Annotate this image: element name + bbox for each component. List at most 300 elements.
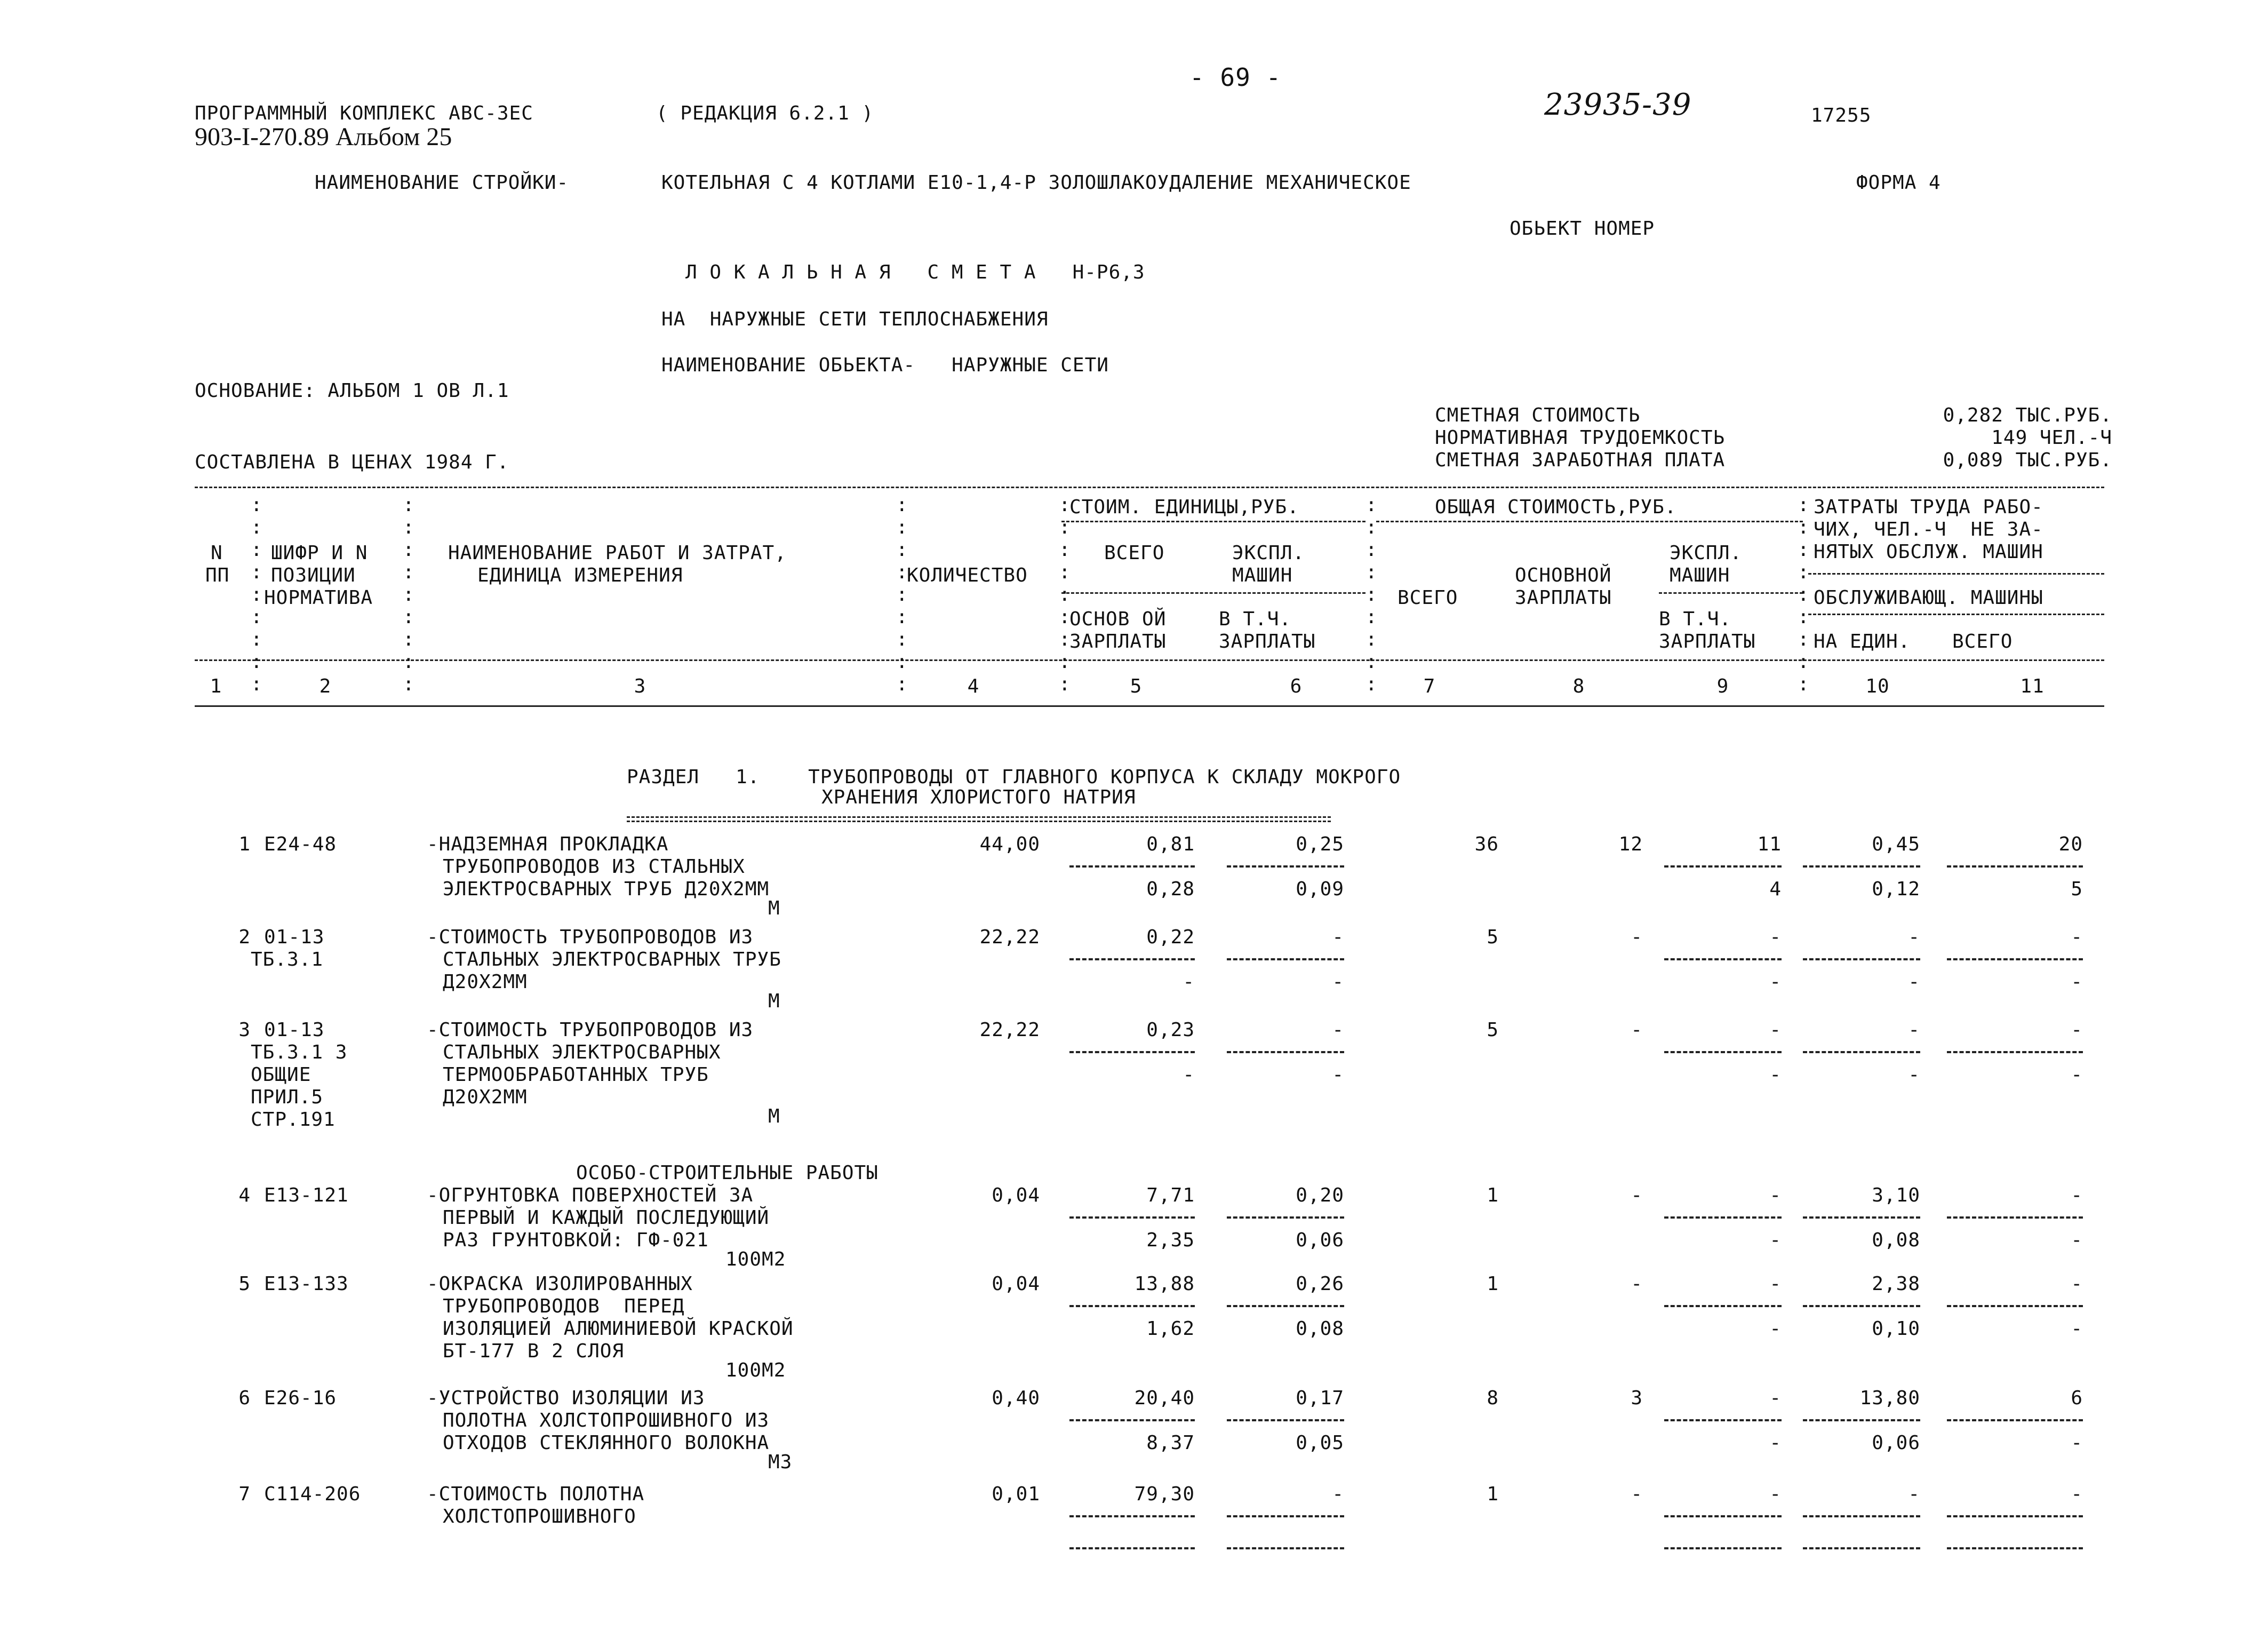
cell-c10: - <box>1908 1483 1920 1505</box>
cell-c11b: - <box>2071 1229 2083 1251</box>
cell-c11b: - <box>2071 971 2083 993</box>
cell-c9b: 4 <box>1769 878 1782 900</box>
row-code: ПРИЛ.5 <box>251 1086 324 1108</box>
column-separator-mark: : <box>1798 606 1810 628</box>
row-description: -СТОИМОСТЬ ТРУБОПРОВОДОВ ИЗ <box>427 926 754 948</box>
cell-c11: - <box>2071 1019 2083 1041</box>
col2-label-2: ПОЗИЦИИ <box>271 564 356 586</box>
section-title-line-1: РАЗДЕЛ 1. ТРУБОПРОВОДЫ ОТ ГЛАВНОГО КОРПУСА К СКЛАДУ МОКРОГО <box>627 766 1401 788</box>
object-name: НАИМЕНОВАНИЕ ОБЬЕКТА- НАРУЖНЫЕ СЕТИ <box>661 354 1109 376</box>
col9-label-bottom-1: В Т.Ч. <box>1659 608 1732 630</box>
column-separator-mark: : <box>1365 516 1378 538</box>
column-separator-mark: : <box>1798 673 1810 695</box>
cell-c6: - <box>1332 1483 1344 1505</box>
column-separator-mark: : <box>896 673 908 695</box>
col9-label-bottom-2: ЗАРПЛАТЫ <box>1659 631 1756 653</box>
cell-c6: 0,26 <box>1296 1273 1344 1295</box>
column-separator-mark: : <box>1059 628 1071 650</box>
row-code: Е13-121 <box>264 1184 349 1206</box>
column-separator-mark: : <box>251 628 263 650</box>
col7-label: ВСЕГО <box>1397 587 1458 609</box>
column-separator-mark: : <box>403 673 415 695</box>
cell-rule-c10 <box>1803 1051 1920 1053</box>
cell-c10: 3,10 <box>1872 1184 1920 1206</box>
cell-c10b: - <box>1908 1064 1920 1086</box>
cell-c8: - <box>1631 926 1643 948</box>
column-separator-mark: : <box>403 516 415 538</box>
cell-c9b: - <box>1769 1318 1782 1340</box>
col-number-2: 2 <box>319 675 332 697</box>
column-separator-mark: : <box>1798 651 1810 673</box>
cell-c10: - <box>1908 1019 1920 1041</box>
cell-c5b: - <box>1183 971 1195 993</box>
cell-rule-c9 <box>1664 958 1782 960</box>
col4-label: КОЛИЧЕСТВО <box>907 564 1028 586</box>
header-top-rule <box>195 487 2104 488</box>
cell-c6: 0,20 <box>1296 1184 1344 1206</box>
column-separator-mark: : <box>1059 673 1071 695</box>
cell-c5: 13,88 <box>1134 1273 1195 1295</box>
row-description: ЭЛЕКТРОСВАРНЫХ ТРУБ Д20Х2ММ <box>443 878 770 900</box>
cell-c11b: - <box>2071 1432 2083 1454</box>
cell-rule-c5 <box>1069 1216 1195 1219</box>
row-code: Е24-48 <box>264 833 337 855</box>
cell-qty: 0,04 <box>992 1273 1040 1295</box>
cell-c5b: 0,28 <box>1146 878 1195 900</box>
column-separator-mark: : <box>896 516 908 538</box>
cell-rule-c5 <box>1069 958 1195 960</box>
special-works-heading: ОСОБО-СТРОИТЕЛЬНЫЕ РАБОТЫ <box>576 1162 879 1184</box>
cell-c8: 3 <box>1631 1387 1643 1409</box>
row-description: СТАЛЬНЫХ ЭЛЕКТРОСВАРНЫХ <box>443 1041 721 1063</box>
cell-rule-c10 <box>1803 1305 1920 1307</box>
page-number: - 69 - <box>1189 63 1282 92</box>
cell-c9: - <box>1769 926 1782 948</box>
cell-rule-c10 <box>1803 1419 1920 1421</box>
cell-rule-c6 <box>1227 1419 1344 1421</box>
col-number-4: 4 <box>967 675 980 697</box>
cell-c11: - <box>2071 1184 2083 1206</box>
cell-qty: 22,22 <box>979 1019 1040 1041</box>
cell-rule-c6 <box>1227 1051 1344 1053</box>
cell-rule-c10 <box>1803 865 1920 868</box>
col1-label-n: N <box>211 542 223 564</box>
row-number: 5 <box>238 1273 251 1295</box>
labor-label-2: ЧИХ, ЧЕЛ.-Ч НЕ ЗА- <box>1814 519 2043 540</box>
edition: ( РЕДАКЦИЯ 6.2.1 ) <box>656 102 874 124</box>
column-separator-mark: : <box>251 494 263 516</box>
handwritten-number: 23935-39 <box>1544 87 1692 122</box>
cell-rule-c5 <box>1069 1051 1195 1053</box>
cell-rule-c9 <box>1664 1305 1782 1307</box>
col-number-8: 8 <box>1572 675 1585 697</box>
cell-c7: 1 <box>1487 1483 1499 1505</box>
column-separator-mark: : <box>403 494 415 516</box>
column-separator-mark: : <box>896 628 908 650</box>
cell-c9b: - <box>1769 1229 1782 1251</box>
cell-c10: 13,80 <box>1859 1387 1920 1409</box>
row-number: 1 <box>238 833 251 855</box>
col-number-1: 1 <box>210 675 222 697</box>
col2-label-3: НОРМАТИВА <box>264 587 373 609</box>
row-description: РАЗ ГРУНТОВКОЙ: ГФ-021 <box>443 1229 709 1251</box>
labor-label-3: НЯТЫХ ОБСЛУЖ. МАШИН <box>1814 541 2043 563</box>
cell-c5b: 2,35 <box>1146 1229 1195 1251</box>
summary-value-cost: 0,282 ТЫС.РУБ. <box>1943 404 2112 426</box>
col11-label: ВСЕГО <box>1952 631 2013 653</box>
program-name: ПРОГРАММНЫЙ КОМПЛЕКС АВС-3ЕС <box>195 102 533 124</box>
summary-label-wage: СМЕТНАЯ ЗАРАБОТНАЯ ПЛАТА <box>1435 449 1726 471</box>
cell-rule-c10 <box>1803 958 1920 960</box>
column-separator-mark: : <box>1365 606 1378 628</box>
cell-c9: - <box>1769 1273 1782 1295</box>
cell-rule-c5 <box>1069 865 1195 868</box>
column-separator-mark: : <box>1059 584 1071 606</box>
cell-rule-bottom-c5 <box>1069 1547 1195 1549</box>
cell-rule-c11 <box>1947 865 2083 868</box>
cell-rule-c5 <box>1069 1515 1195 1517</box>
cell-c5: 0,81 <box>1146 833 1195 855</box>
unit-cost-label: СТОИМ. ЕДИНИЦЫ,РУБ. <box>1069 496 1299 518</box>
cell-c9b: - <box>1769 1432 1782 1454</box>
col-number-7: 7 <box>1423 675 1436 697</box>
cell-c10b: 0,12 <box>1872 878 1920 900</box>
row-number: 6 <box>238 1387 251 1409</box>
cell-c5: 0,22 <box>1146 926 1195 948</box>
column-separator-mark: : <box>403 651 415 673</box>
column-separator-mark: : <box>1365 561 1378 583</box>
cell-rule-c11 <box>1947 1515 2083 1517</box>
column-separator-mark: : <box>1059 494 1071 516</box>
cell-c9b: - <box>1769 971 1782 993</box>
cell-c6: - <box>1332 926 1344 948</box>
col5-label-bottom-2: ЗАРПЛАТЫ <box>1069 631 1167 653</box>
total-cost-label: ОБЩАЯ СТОИМОСТЬ,РУБ. <box>1435 496 1677 518</box>
cell-qty: 44,00 <box>979 833 1040 855</box>
row-description: ИЗОЛЯЦИЕЙ АЛЮМИНИЕВОЙ КРАСКОЙ <box>443 1318 794 1340</box>
cell-c8: 12 <box>1618 833 1643 855</box>
cell-c5: 79,30 <box>1134 1483 1195 1505</box>
column-separator-mark: : <box>896 651 908 673</box>
cell-c6: 0,17 <box>1296 1387 1344 1409</box>
cell-c11b: 5 <box>2071 878 2083 900</box>
column-separator-mark: : <box>1059 561 1071 583</box>
cell-c11: 20 <box>2058 833 2083 855</box>
column-separator-mark: : <box>251 606 263 628</box>
col5-label-top: ВСЕГО <box>1104 542 1165 564</box>
col6-label-bottom-1: В Т.Ч. <box>1219 608 1292 630</box>
cell-c8: - <box>1631 1184 1643 1206</box>
row-code: ТБ.3.1 <box>251 949 324 970</box>
row-code: С114-206 <box>264 1483 361 1505</box>
row-description: СТАЛЬНЫХ ЭЛЕКТРОСВАРНЫХ ТРУБ <box>443 949 781 970</box>
cell-rule-c11 <box>1947 1216 2083 1219</box>
col-number-6: 6 <box>1290 675 1303 697</box>
cell-rule-c11 <box>1947 1051 2083 1053</box>
column-separator-mark: : <box>251 673 263 695</box>
object-number: ОБЬЕКТ НОМЕР <box>1510 218 1655 240</box>
cell-qty: 22,22 <box>979 926 1040 948</box>
cell-rule-bottom-c10 <box>1803 1547 1920 1549</box>
row-unit: М <box>768 897 780 919</box>
cell-c7: 5 <box>1487 1019 1499 1041</box>
column-separator-mark: : <box>896 561 908 583</box>
cell-c7: 1 <box>1487 1273 1499 1295</box>
cell-c10b: 0,08 <box>1872 1229 1920 1251</box>
column-separator-mark: : <box>896 606 908 628</box>
column-separator-mark: : <box>1798 539 1810 561</box>
cell-c5: 0,23 <box>1146 1019 1195 1041</box>
row-number: 7 <box>238 1483 251 1505</box>
column-separator-mark: : <box>251 516 263 538</box>
summary-label-labor: НОРМАТИВНАЯ ТРУДОЕМКОСТЬ <box>1435 427 1726 449</box>
cell-c5: 20,40 <box>1134 1387 1195 1409</box>
row-description: ПЕРВЫЙ И КАЖДЫЙ ПОСЛЕДУЮЩИЙ <box>443 1207 770 1229</box>
cell-c5b: - <box>1183 1064 1195 1086</box>
cell-c6b: - <box>1332 971 1344 993</box>
cell-rule-c11 <box>1947 1419 2083 1421</box>
cell-rule-c5 <box>1069 1419 1195 1421</box>
cell-rule-c6 <box>1227 865 1344 868</box>
cell-c11b: - <box>2071 1064 2083 1086</box>
column-separator-mark: : <box>403 628 415 650</box>
cell-c5: 7,71 <box>1146 1184 1195 1206</box>
cell-c10: 0,45 <box>1872 833 1920 855</box>
total-cost-rule <box>1376 521 1803 522</box>
col10-label: НА ЕДИН. <box>1814 631 1911 653</box>
labor-label-1: ЗАТРАТЫ ТРУДА РАБО- <box>1814 496 2043 518</box>
row-number: 4 <box>238 1184 251 1206</box>
cell-c11: - <box>2071 1483 2083 1505</box>
cell-rule-c6 <box>1227 958 1344 960</box>
row-description: ХОЛСТОПРОШИВНОГО <box>443 1506 636 1527</box>
cell-c11: 6 <box>2071 1387 2083 1409</box>
row-description: -СТОИМОСТЬ ТРУБОПРОВОДОВ ИЗ <box>427 1019 754 1041</box>
row-description: ТЕРМООБРАБОТАННЫХ ТРУБ <box>443 1064 709 1086</box>
cell-c9: 11 <box>1757 833 1782 855</box>
col6-label-top-2: МАШИН <box>1232 564 1293 586</box>
row-description: -СТОИМОСТЬ ПОЛОТНА <box>427 1483 645 1505</box>
cell-c9: - <box>1769 1387 1782 1409</box>
cell-c11: - <box>2071 926 2083 948</box>
cell-rule-c9 <box>1664 1419 1782 1421</box>
row-number: 3 <box>238 1019 251 1041</box>
album-label: 903-I-270.89 Альбом 25 <box>195 123 452 151</box>
document-subtitle: НА НАРУЖНЫЕ СЕТИ ТЕПЛОСНАБЖЕНИЯ <box>661 308 1049 330</box>
cell-c6b: 0,06 <box>1296 1229 1344 1251</box>
row-code: ОБЩИЕ <box>251 1064 312 1086</box>
column-separator-mark: : <box>896 494 908 516</box>
cell-c10b: 0,06 <box>1872 1432 1920 1454</box>
col-number-9: 9 <box>1716 675 1729 697</box>
row-code: СТР.191 <box>251 1109 336 1131</box>
cell-rule-c9 <box>1664 1515 1782 1517</box>
cell-c9: - <box>1769 1019 1782 1041</box>
form-label: ФОРМА 4 <box>1856 172 1941 194</box>
prices-basis: СОСТАВЛЕНА В ЦЕНАХ 1984 Г. <box>195 451 509 473</box>
labor-rule-2 <box>1808 614 2104 615</box>
cell-c6: - <box>1332 1019 1344 1041</box>
cell-c6b: 0,05 <box>1296 1432 1344 1454</box>
col-number-3: 3 <box>634 675 646 697</box>
col8-label-1: ОСНОВНОЙ <box>1515 564 1612 586</box>
column-separator-mark: : <box>1798 584 1810 606</box>
section-title-underline <box>627 816 1331 822</box>
cell-rule-c6 <box>1227 1515 1344 1517</box>
cell-rule-c9 <box>1664 1051 1782 1053</box>
column-separator-mark: : <box>251 539 263 561</box>
row-description: БТ-177 В 2 СЛОЯ <box>443 1340 625 1362</box>
cell-rule-c10 <box>1803 1515 1920 1517</box>
row-description: ТРУБОПРОВОДОВ ИЗ СТАЛЬНЫХ <box>443 856 745 878</box>
col-number-10: 10 <box>1865 675 1890 697</box>
column-separator-mark: : <box>251 651 263 673</box>
column-separator-mark: : <box>1365 651 1378 673</box>
cell-rule-c10 <box>1803 1216 1920 1219</box>
column-separator-mark: : <box>251 584 263 606</box>
cell-c8: - <box>1631 1273 1643 1295</box>
row-description: ПОЛОТНА ХОЛСТОПРОШИВНОГО ИЗ <box>443 1410 770 1431</box>
document-title: Л О К А Л Ь Н А Я С М Е Т А Н-Р6,3 <box>685 261 1145 283</box>
cell-c9: - <box>1769 1483 1782 1505</box>
construction-label: НАИМЕНОВАНИЕ СТРОЙКИ- <box>315 172 569 194</box>
col6-label-top-1: ЭКСПЛ. <box>1232 542 1305 564</box>
column-separator-mark: : <box>1059 539 1071 561</box>
col2-label-1: ШИФР И N <box>271 542 368 564</box>
labor-label-4: ОБСЛУЖИВАЮЩ. МАШИНЫ <box>1814 587 2043 609</box>
row-description: -УСТРОЙСТВО ИЗОЛЯЦИИ ИЗ <box>427 1387 705 1409</box>
column-separator-mark: : <box>1798 561 1810 583</box>
header-bottom-rule <box>195 705 2104 707</box>
cell-c5b: 1,62 <box>1146 1318 1195 1340</box>
summary-label-cost: СМЕТНАЯ СТОИМОСТЬ <box>1435 404 1641 426</box>
col8-label-2: ЗАРПЛАТЫ <box>1515 587 1612 609</box>
cell-c6b: - <box>1332 1064 1344 1086</box>
row-unit: М3 <box>768 1451 793 1473</box>
column-separator-mark: : <box>896 584 908 606</box>
col3-label-2: ЕДИНИЦА ИЗМЕРЕНИЯ <box>477 564 683 586</box>
summary-value-labor: 149 ЧЕЛ.-Ч <box>1991 427 2112 449</box>
col9-subrule <box>1659 592 1803 594</box>
labor-rule-1 <box>1808 573 2104 575</box>
header-number-rule-top <box>195 659 2104 661</box>
cell-c7: 1 <box>1487 1184 1499 1206</box>
row-unit: 100М2 <box>725 1248 786 1270</box>
row-description: ОТХОДОВ СТЕКЛЯННОГО ВОЛОКНА <box>443 1432 770 1454</box>
row-unit: М <box>768 990 780 1012</box>
column-separator-mark: : <box>896 539 908 561</box>
column-separator-mark: : <box>251 561 263 583</box>
row-unit: 100М2 <box>725 1359 786 1381</box>
cell-c5b: 8,37 <box>1146 1432 1195 1454</box>
column-separator-mark: : <box>403 606 415 628</box>
col3-label-1: НАИМЕНОВАНИЕ РАБОТ И ЗАТРАТ, <box>448 542 787 564</box>
cell-c6b: 0,08 <box>1296 1318 1344 1340</box>
cell-rule-c9 <box>1664 1216 1782 1219</box>
row-number: 2 <box>238 926 251 948</box>
cell-qty: 0,01 <box>992 1483 1040 1505</box>
cell-c7: 5 <box>1487 926 1499 948</box>
row-code: ТБ.3.1 3 <box>251 1041 348 1063</box>
column-separator-mark: : <box>1059 606 1071 628</box>
cell-rule-c11 <box>1947 1305 2083 1307</box>
cell-c6b: 0,09 <box>1296 878 1344 900</box>
cell-c10b: 0,10 <box>1872 1318 1920 1340</box>
cell-rule-c9 <box>1664 865 1782 868</box>
cell-c10b: - <box>1908 971 1920 993</box>
cell-c8: - <box>1631 1483 1643 1505</box>
column-separator-mark: : <box>1798 494 1810 516</box>
unit-cost-rule <box>1061 521 1365 522</box>
code-right: 17255 <box>1811 105 1872 126</box>
cell-rule-bottom-c11 <box>1947 1547 2083 1549</box>
cell-c6: 0,25 <box>1296 833 1344 855</box>
cell-c8: - <box>1631 1019 1643 1041</box>
col1-label-pp: ПП <box>205 564 230 586</box>
row-code: 01-13 <box>264 1019 325 1041</box>
column-separator-mark: : <box>403 584 415 606</box>
cell-qty: 0,04 <box>992 1184 1040 1206</box>
unit-cost-subrule <box>1061 592 1365 594</box>
section-title-line-2: ХРАНЕНИЯ ХЛОРИСТОГО НАТРИЯ <box>821 786 1136 808</box>
column-separator-mark: : <box>1798 516 1810 538</box>
column-separator-mark: : <box>1365 584 1378 606</box>
column-separator-mark: : <box>1059 651 1071 673</box>
col9-label-top-2: МАШИН <box>1670 564 1730 586</box>
column-separator-mark: : <box>403 539 415 561</box>
col-number-11: 11 <box>2020 675 2045 697</box>
cell-rule-c11 <box>1947 958 2083 960</box>
cell-c9b: - <box>1769 1064 1782 1086</box>
row-description: Д20Х2ММ <box>443 971 528 993</box>
row-unit: М <box>768 1105 780 1127</box>
cell-qty: 0,40 <box>992 1387 1040 1409</box>
col-number-5: 5 <box>1130 675 1143 697</box>
row-code: Е26-16 <box>264 1387 337 1409</box>
cell-c10: - <box>1908 926 1920 948</box>
column-separator-mark: : <box>1365 673 1378 695</box>
cell-rule-c6 <box>1227 1305 1344 1307</box>
cell-c7: 36 <box>1474 833 1499 855</box>
row-description: Д20Х2ММ <box>443 1086 528 1108</box>
row-description: -ОКРАСКА ИЗОЛИРОВАННЫХ <box>427 1273 693 1295</box>
col5-label-bottom-1: ОСНОВ ОЙ <box>1069 608 1167 630</box>
column-separator-mark: : <box>1365 628 1378 650</box>
cell-c10: 2,38 <box>1872 1273 1920 1295</box>
row-description: -НАДЗЕМНАЯ ПРОКЛАДКА <box>427 833 669 855</box>
cell-rule-c5 <box>1069 1305 1195 1307</box>
cell-rule-bottom-c6 <box>1227 1547 1344 1549</box>
cell-c7: 8 <box>1487 1387 1499 1409</box>
row-code: Е13-133 <box>264 1273 349 1295</box>
cell-rule-c6 <box>1227 1216 1344 1219</box>
construction-name: КОТЕЛЬНАЯ С 4 КОТЛАМИ Е10-1,4-Р ЗОЛОШЛАКОУДАЛЕНИЕ МЕХАНИЧЕСКОЕ <box>661 172 1411 194</box>
col6-label-bottom-2: ЗАРПЛАТЫ <box>1219 631 1316 653</box>
cell-c11: - <box>2071 1273 2083 1295</box>
column-separator-mark: : <box>1365 539 1378 561</box>
column-separator-mark: : <box>1798 628 1810 650</box>
column-separator-mark: : <box>1059 516 1071 538</box>
row-description: -ОГРУНТОВКА ПОВЕРХНОСТЕЙ ЗА <box>427 1184 754 1206</box>
column-separator-mark: : <box>1365 494 1378 516</box>
col9-label-top-1: ЭКСПЛ. <box>1670 542 1743 564</box>
basis: ОСНОВАНИЕ: АЛЬБОМ 1 ОВ Л.1 <box>195 380 509 402</box>
cell-c11b: - <box>2071 1318 2083 1340</box>
cell-c9: - <box>1769 1184 1782 1206</box>
row-description: ТРУБОПРОВОДОВ ПЕРЕД <box>443 1295 685 1317</box>
cell-rule-bottom-c9 <box>1664 1547 1782 1549</box>
summary-value-wage: 0,089 ТЫС.РУБ. <box>1943 449 2112 471</box>
